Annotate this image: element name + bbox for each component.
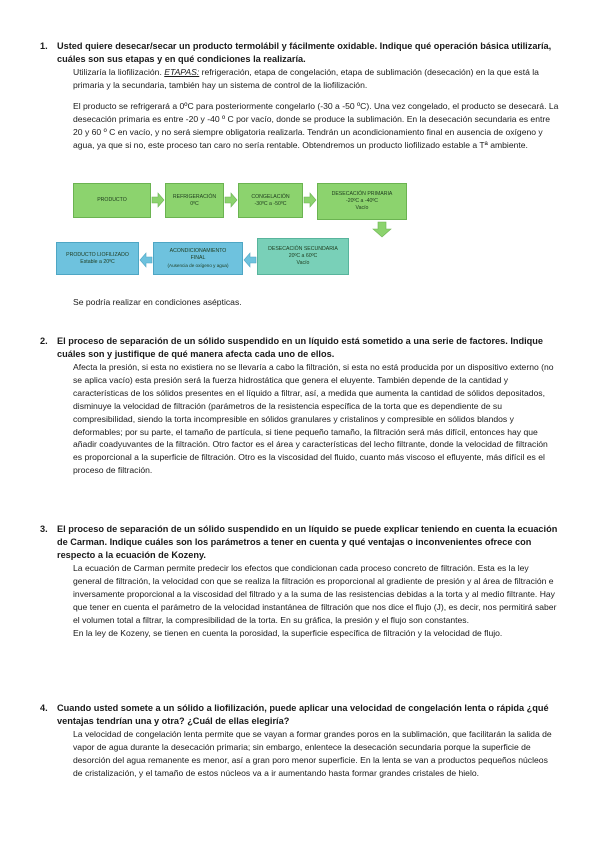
question-1-title: Usted quiere desecar/secar un producto termolábil y fácilmente oxidable. Indique qué operación básica utilizaría, cuáles son sus etapas y en qué condiciones la realizaría.	[57, 41, 552, 64]
step-acondicionamiento-final	[153, 242, 243, 275]
step-label: CONGELACIÓN	[251, 193, 290, 200]
question-1-answer-detail: El producto se refrigerará a 0ºC para posteriormente congelarlo (-30 a -50 ºC). Una vez congelado, el producto se desecará. La desecación primaria es entre -20 y -40 º C por vacío, donde se produce la sublimación. En la desecación secundaria es entre 20 y 60 º C en vacío, y no será siempre obligatoria realizarla. Tendrán un acondicionamiento final en ausencia de oxígeno y agua, ya que si no, este proceso tan caro no sería rentable. Obtendremos un producto liofilizado estable a Tª ambiente.	[73, 100, 559, 150]
question-3-number: 3.	[40, 524, 48, 534]
question-4-number: 4.	[40, 703, 48, 713]
step-value: (Ausencia de oxígeno y agua)	[167, 263, 229, 268]
question-4-title: Cuando usted somete a un sólido a liofilización, puede aplicar una velocidad de congelación lenta o rápida ¿qué ventajas tendrían una y otra? ¿Cuál de ellas elegiría?	[57, 703, 549, 726]
step-label: PRODUCTO LIOFILIZADO	[66, 251, 129, 258]
question-3-answer: La ecuación de Carman permite predecir los efectos que condicionan cada proceso concreto de filtración. Esta es la ley general de filtración, la velocidad con que se realiza la filtración es proporcional al gradiente de presión y al área de filtración e inversamente proporcional a la viscosidad del filtrado y a la suma de las resistencias debidas a la torta y al medio filtrante. Hay que tener en cuenta el parámetro de la velocidad instantánea de filtración que nos dice el flujo (J), es decir, nos permitirá saber el volumen total a filtrar, la compresibilidad de la torta. En su gráfica, la presión y el flujo son constantes.	[73, 563, 557, 625]
question-2-answer: Afecta la presión, si esta no existiera no se llevaría a cabo la filtración, si esta no está producida por un dispositivo externo (no se aplica vacío) esta presión será la fuerza hidrostática que genera el eluyente. También depende de la cantidad y características de los sólidos presentes en el líquido a filtrar, así, a medida que aumenta la cantidad de sólidos depositados, disminuye la velocidad de filtración (parámetros de la resistencia específica de la torta que es dependiente de su compresibilidad, siendo la torta incompresible en sólidos granulares y cristalinos y compresible en sólidos blandos y deformables; por su parte, el tamaño de partícula, si tiene pequeño tamaño, la filtración será más difícil, entonces hay que añadir coadyuvantes de la filtración. Otro factor es el área y características del lecho filtrante, donde la velocidad de filtración es proporcional a la superficie de filtración. Otro es la viscosidad del fluido, cuanto más viscoso el efluyente, más difícil es el proceso de filtración.	[73, 362, 554, 476]
arrow-right-icon	[304, 193, 316, 207]
step-value: 0ºC	[190, 200, 199, 207]
arrow-left-icon	[140, 253, 152, 267]
question-1-note: Se podría realizar en condiciones asépticas.	[73, 297, 242, 307]
step-label: DESECACIÓN PRIMARIA	[331, 191, 393, 197]
step-value: 20ºC a 60ºC	[288, 253, 318, 259]
question-2-title: El proceso de separación de un sólido suspendido en un líquido está sometido a una serie de factores. Indique cuáles son y justifique de qué manera afecta cada uno de ellos.	[57, 336, 544, 359]
question-3-answer-kozeny: En la ley de Kozeny, se tienen en cuenta la porosidad, la superficie específica de filtración y la velocidad de flujo.	[73, 627, 503, 638]
etapas-label: ETAPAS:	[164, 67, 200, 77]
question-2-number: 2.	[40, 336, 48, 346]
step-value: Vacío	[296, 260, 310, 266]
step-label: ACONDICIONAMIENTO	[169, 248, 227, 254]
question-3	[40, 523, 559, 639]
arrow-down-icon	[373, 222, 391, 237]
step-refrigeracion	[165, 183, 224, 218]
question-4	[40, 702, 559, 780]
question-3-title: El proceso de separación de un sólido suspendido en un líquido se puede explicar teniendo en cuenta la ecuación de Carman. Indique cuáles son los parámetros a tener en cuenta y qué ventajas o inconvenientes ofrece con respecto a la ecuación de Kozeny.	[57, 524, 558, 560]
step-value: -20ºC a -40ºC	[345, 198, 379, 204]
answer-text: refrigeración, etapa de congelación, etapa de sublimación (desecación) en la que está la primaria y la secundaria, también hay un sistema de control de la liofilización.	[73, 67, 539, 90]
question-4-answer: La velocidad de congelación lenta permite que se vayan a formar grandes poros en la sublimación, que facilitarán la salida de vapor de agua durante la desecación primaria; sin embargo, enlentece la desecación secundaria porque la superficie de desorción del agua remanente es menor, así a gran poro menor superficie. En la lenta se van a productos pequeños núcleos de cristalización, y el tamaño de estos núcleos va a ir aumentando hasta formar grandes cristales de hielo.	[73, 729, 552, 778]
question-1-number: 1.	[40, 41, 48, 51]
question-1-answer-intro	[73, 66, 559, 92]
step-congelacion	[238, 183, 303, 218]
step-value: -30ºC a -50ºC	[254, 200, 287, 207]
step-value: Vacío	[355, 205, 369, 211]
answer-text: Utilizaría la liofilización.	[73, 67, 165, 77]
step-value: Estable a 20ºC	[80, 258, 115, 265]
step-label: DESECACIÓN SECUNDARIA	[268, 246, 338, 252]
step-producto	[73, 183, 151, 218]
step-desecacion-primaria	[317, 183, 407, 220]
arrow-right-icon	[225, 193, 237, 207]
step-desecacion-secundaria	[257, 238, 349, 275]
arrow-left-icon	[244, 253, 256, 267]
question-1	[40, 40, 559, 151]
arrow-right-icon	[152, 193, 164, 207]
step-producto-liofilizado	[56, 242, 139, 275]
step-label: PRODUCTO	[97, 197, 127, 203]
step-label: FINAL	[190, 255, 206, 261]
question-2	[40, 335, 559, 477]
step-label: REFRIGERACIÓN	[172, 193, 217, 200]
